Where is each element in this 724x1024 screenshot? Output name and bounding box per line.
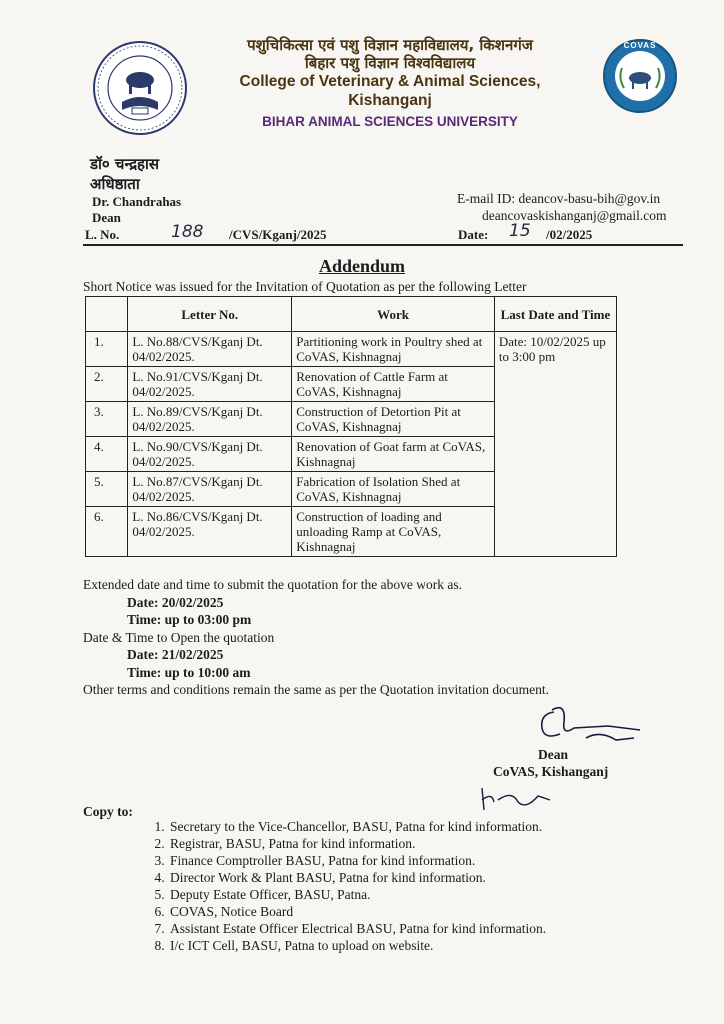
signature [530,700,650,750]
university-seal-logo [92,40,188,136]
row-letter: L. No.90/CVS/Kganj Dt. 04/02/2025. [128,437,292,472]
email-primary: E-mail ID: deancov-basu-bih@gov.in [457,191,661,206]
row-sn: 6. [86,507,128,557]
copy-to-list [146,818,546,954]
header-letter-no: Letter No. [128,297,292,332]
row-work: Renovation of Goat farm at CoVAS, Kishnagnaj [292,437,495,472]
row-letter: L. No.89/CVS/Kganj Dt. 04/02/2025. [128,402,292,437]
email-secondary: deancovaskishanganj@gmail.com [482,208,667,223]
table-row [86,332,617,367]
row-letter: L. No.91/CVS/Kganj Dt. 04/02/2025. [128,367,292,402]
list-item: 6. COVAS, Notice Board [168,903,546,920]
document-title: Addendum [318,256,406,276]
terms-note: Other terms and conditions remain the same as per the Quotation invitation document. [83,682,550,697]
open-date: Date: 21/02/2025 [127,647,224,662]
row-letter: L. No.87/CVS/Kganj Dt. 04/02/2025. [128,472,292,507]
extension-section [83,576,549,699]
list-item: 4. Director Work & Plant BASU, Patna for kind information. [168,869,546,886]
university-name: BIHAR ANIMAL SCIENCES UNIVERSITY [262,114,518,129]
letter-number-suffix: /CVS/Kganj/2025 [229,227,327,242]
row-sn: 4. [86,437,128,472]
list-item: 3. Finance Comptroller BASU, Patna for kind information. [168,852,546,869]
submit-date: Date: 20/02/2025 [127,594,224,610]
list-item: 2. Registrar, BASU, Patna for kind information. [168,835,546,852]
sender-hindi-name: डॉ० चन्द्रहास [90,155,160,173]
open-time: Time: up to 10:00 am [127,664,251,680]
row-sn: 5. [86,472,128,507]
sender-title: Dean [92,210,121,225]
extension-intro: Extended date and time to submit the quotation for the above work as. [83,577,463,592]
covas-logo [602,38,678,114]
row-work: Renovation of Cattle Farm at CoVAS, Kishnagnaj [292,367,495,402]
header-work: Work [292,297,495,332]
list-item: 1. Secretary to the Vice-Chancellor, BASU, Patna for kind information. [168,818,546,835]
works-table [85,296,617,557]
row-work: Construction of Detortion Pit at CoVAS, Kishnagnaj [292,402,495,437]
letter-number-label: L. No. [85,227,120,242]
row-sn: 3. [86,402,128,437]
open-intro: Date & Time to Open the quotation [83,629,275,645]
letter-number-value: 188 [171,222,204,242]
last-date-cell: Date: 10/02/2025 up to 3:00 pm [494,332,616,557]
list-item: 7. Assistant Estate Officer Electrical BASU, Patna for kind information. [168,920,546,937]
copy-to-label: Copy to: [83,804,133,819]
signatory-title: Dean [538,747,568,762]
date-label: Date: [458,227,489,242]
row-letter: L. No.86/CVS/Kganj Dt. 04/02/2025. [128,507,292,557]
sender-hindi [90,154,159,194]
row-letter: L. No.88/CVS/Kganj Dt. 04/02/2025. [128,332,292,367]
date-suffix: /02/2025 [546,227,593,242]
college-place: Kishanganj [348,92,432,109]
list-item: 5. Deputy Estate Officer, BASU, Patna. [168,886,546,903]
intro-text: Short Notice was issued for the Invitation of Quotation as per the following Letter [83,279,527,294]
email-block [457,190,667,224]
submit-time: Time: up to 03:00 pm [127,612,252,627]
row-sn: 1. [86,332,128,367]
hindi-university-name: बिहार पशु विज्ञान विश्वविद्यालय [304,54,476,72]
sender-name: Dr. Chandrahas [92,194,182,209]
row-work: Partitioning work in Poultry shed at CoVAS, Kishnagnaj [292,332,495,367]
reference-row [83,221,683,246]
date-day: 15 [509,221,531,241]
hindi-college-name: पशुचिकित्सा एवं पशु विज्ञान महाविद्यालय, किशनगंज [247,36,533,54]
college-name: College of Veterinary & Animal Sciences, [239,73,541,90]
sender-hindi-title: अधिष्ठाता [90,175,140,193]
signatory-office: CoVAS, Kishanganj [493,764,609,779]
row-sn: 2. [86,367,128,402]
row-work: Fabrication of Isolation Shed at CoVAS, Kishnagnaj [292,472,495,507]
list-item: 8. I/c ICT Cell, BASU, Patna to upload on website. [168,937,546,954]
sender-english [92,194,181,226]
table-header-row [86,297,617,332]
letterhead [205,36,575,132]
row-work: Construction of loading and unloading Ramp at CoVAS, Kishnagnaj [292,507,495,557]
covas-logo-text: COVAS [623,41,657,50]
header-last-date: Last Date and Time [494,297,616,332]
header-sn [86,297,128,332]
initial-signature [478,782,558,814]
